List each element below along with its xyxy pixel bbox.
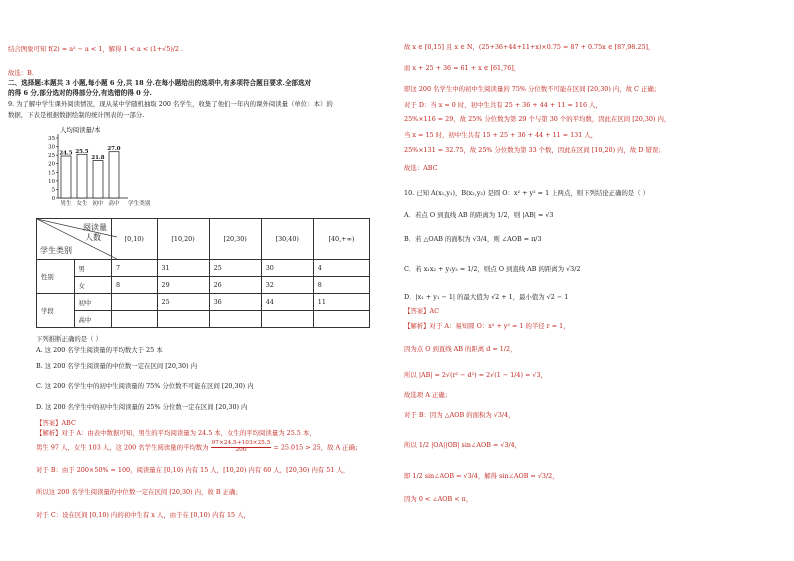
table-cell: 4 [313,260,369,277]
corner-top-label: 阅读量 [83,223,107,232]
analysis-line: 因为点 O 到直线 AB 的距离 d = 1/2， [404,345,517,353]
group-label: 学段 [37,294,75,328]
table-cell [112,311,158,328]
y-tick-label: 25 [48,153,55,160]
option-a: A. 这 200 名学生阅读量的平均数大于 25 本 [36,346,163,354]
y-tick-label: 20 [48,161,55,168]
table-cell: 25 [209,260,261,277]
solution-line: 结合图象可知 f(2) = a² − a < 1，解得 1 < a < (1+√5)/2 . [8,45,184,53]
bar-value-label: 21.8 [91,155,105,162]
analysis-line: 故选项 A 正确； [404,391,452,399]
col-header: [40,+∞) [313,219,369,260]
answer-label: 【答案】AC [404,307,440,315]
reading-bar-chart [44,124,164,208]
row-label: 高中 [74,311,112,328]
group-label: 性别 [37,260,75,294]
analysis-line: 所以 1/2 |OA||OB| sin∠AOB = √3/4， [404,441,522,449]
option-d: D．|x₁ + y₁ − 1| 的最大值为 √2 + 1，最小值为 √2 − 1 [404,293,569,301]
y-tick-label: 10 [48,178,55,185]
analysis-line: 而 x + 25 + 36 = 61 + x ∈ [61,76]， [404,64,521,72]
analysis-line: 当 x = 15 时，初中生共有 15 + 25 + 36 + 44 + 11 = 131 人， [404,131,598,139]
table-row [37,260,370,277]
table-cell: 30 [261,260,313,277]
option-b: B．若 △OAB 的面积为 √3/4，则 ∠AOB = π/3 [404,235,542,243]
analysis-line: 【解析】对于 A：易知圆 O：x² + y² = 1 的半径 r = 1， [404,322,570,330]
table-cell [112,294,158,311]
table-row [37,294,370,311]
analysis-line: 故 x ∈ [0,15] 且 x ∈ N，(25+36+44+11+x)×0.75 = 87 + 0.75x ∈ [87,98.25]， [404,43,655,51]
analysis-line: 对于 B：由于 200×50% = 100，阅读量在 [0,10) 内有 15 人，[10,20) 内有 60 人，[20,30) 内有 51 人， [36,466,350,474]
option-c: C. 这 200 名学生中的初中生阅读量的 75% 分位数不可能在区间 [20,30) 内 [36,382,254,390]
analysis-line: 【解析】对于 A：由表中数据可知，男生的平均阅读量为 24.5 本，女生的平均阅读量为 25.5 本， [36,429,316,437]
analysis-text: = 25.015 > 25，故 A 正确； [273,443,362,452]
option-d: D. 这 200 名学生中的初中生阅读量的 25% 分位数一定在区间 [20,30) 内 [36,403,248,411]
col-header: [10,20) [157,219,209,260]
answer-line: 故选：B. [8,69,34,77]
table-cell: 7 [112,260,158,277]
table-cell [261,311,313,328]
analysis-line: 对于 D：当 x = 0 时，初中生共有 25 + 36 + 44 + 11 = 116 人， [404,101,602,109]
option-b: B. 这 200 名学生阅读量的中位数一定在区间 [20,30) 内 [36,362,198,370]
question-9-text: 9. 为了解中学生课外阅读情况，现从某中学随机抽取 200 名学生，收集了他们一年内的课外阅读量（单位：本）的 [8,100,333,108]
row-label: 女 [74,277,112,294]
option-a: A．若点 O 到直线 AB 的距离为 1/2，则 |AB| = √3 [404,211,554,219]
reading-table [36,218,370,328]
answer-label: 【答案】ABC [36,419,76,427]
analysis-line [36,441,361,454]
y-tick-label: 15 [48,170,55,177]
analysis-line: 25%×116 = 29，故 25% 分位数为第 29 个与第 30 个的平均数，因此在区间 [20,30) 内， [404,115,671,123]
table-cell: 8 [313,277,369,294]
mean-fraction [211,441,272,454]
col-header: [30,40) [261,219,313,260]
y-tick-label: 5 [51,187,55,194]
bar [61,156,71,198]
category-label: 男生 [60,201,72,207]
analysis-line: 25%×131 = 32.75，故 25% 分位数为第 33 个数，因此在区间 [10,20) 内，故 D 错误； [404,146,665,154]
table-cell: 11 [313,294,369,311]
y-tick-label: 30 [48,144,55,151]
fraction-denominator: 200 [235,446,247,453]
bar-value-label: 24.5 [59,150,73,157]
y-tick-label: 0 [51,196,55,202]
table-cell: 29 [157,277,209,294]
bar [93,161,103,198]
corner-mid-label: 人数 [85,233,101,242]
analysis-line: 对于 B：因为 △AOB 的面积为 √3/4， [404,411,515,419]
category-label: 女生 [76,201,88,207]
question-10-text: 10. 已知 A(x₁,y₁)，B(x₂,y₂) 是圆 O：x² + y² = 1 上两点，则下列结论正确的是（ ） [404,189,650,197]
section-title: 二、选择题:本题共 3 小题,每小题 6 分,共 18 分.在每小题给出的选项中,有多项符合题目要求.全部选对 [8,79,312,87]
col-header: [20,30) [209,219,261,260]
chart-title: 人均阅读量/本 [60,126,101,134]
bar [77,154,87,198]
table-cell: 8 [112,277,158,294]
analysis-text: 男生 97 人，女生 103 人，这 200 名学生阅读量的平均数为 [36,443,209,452]
table-cell [157,311,209,328]
category-label: 高中 [108,201,120,207]
row-label: 男 [74,260,112,277]
category-label: 初中 [92,201,104,207]
answer-line: 故选：ABC [404,164,438,172]
table-cell [209,311,261,328]
fraction-numerator: 97×24.5+103×25.5 [211,440,271,446]
bar-value-label: 25.5 [75,148,89,155]
table-cell: 32 [261,277,313,294]
bar [109,152,119,198]
table-cell: 36 [209,294,261,311]
row-label: 初中 [74,294,112,311]
analysis-line: 所以 |AB| = 2√(r² − d²) = 2√(1 − 1/4) = √3， [404,371,547,379]
table-cell [313,311,369,328]
question-9-text-cont: 数据，下表是根据数据绘制的统计图表的一部分. [8,111,145,119]
col-header: [0,10) [112,219,158,260]
section-title-cont: 的得 6 分,部分选对的得部分分,有选错的得 0 分. [8,89,152,97]
analysis-line: 因为 0 < ∠AOB < π， [404,495,473,503]
x-axis-label: 学生类别 [128,201,151,207]
y-tick-label: 35 [48,136,55,142]
analysis-line: 即 1/2 sin∠AOB = √3/4，解得 sin∠AOB = √3/2， [404,472,559,480]
analysis-line: 所以这 200 名学生阅读量的中位数一定在区间 [20,30) 内，故 B 正确； [36,488,242,496]
bar-value-label: 27.0 [107,146,121,153]
table-row [37,277,370,294]
table-cell: 44 [261,294,313,311]
table-cell: 31 [157,260,209,277]
table-cell: 25 [157,294,209,311]
table-cell: 26 [209,277,261,294]
table-corner-header [37,219,112,260]
option-c: C．若 x₁x₂ + y₁y₂ = 1/2，则点 O 到直线 AB 的距离为 √3/2 [404,265,581,273]
table-row [37,311,370,328]
statement: 下列推断正确的是（ ） [36,335,102,343]
analysis-line: 即这 200 名学生中的初中生阅读量的 75% 分位数不可能在区间 [20,30) 内，故 C 正确； [404,85,661,93]
analysis-line: 对于 C：设在区间 [0,10) 内的初中生有 x 人，由于在 [0,10) 内有 15 人， [36,511,250,519]
corner-bottom-label: 学生类别 [40,246,72,255]
